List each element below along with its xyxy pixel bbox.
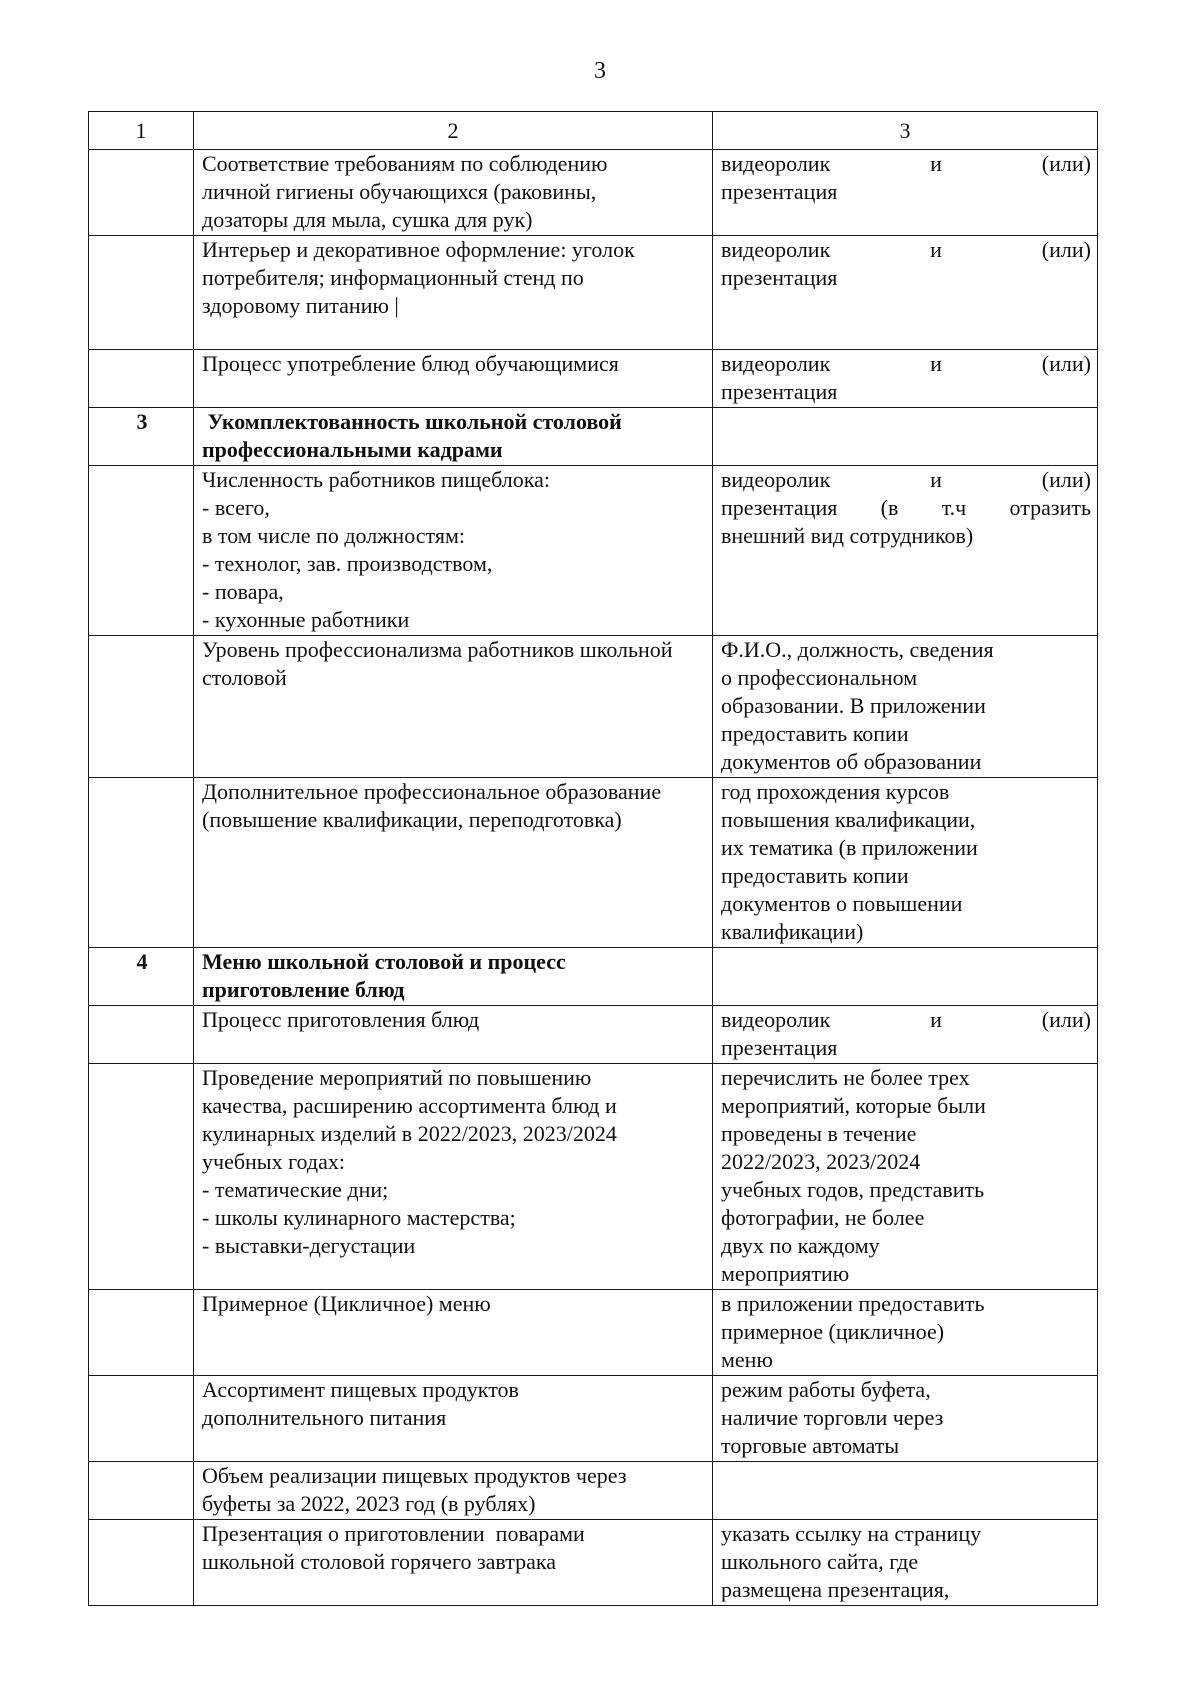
criterion-line: Процесс приготовления блюд — [202, 1007, 480, 1032]
criterion-line: Процесс употребление блюд обучающимися — [202, 351, 619, 376]
table-row — [89, 1290, 1098, 1376]
row-number — [89, 350, 194, 408]
evidence-cell — [713, 636, 1098, 778]
evidence-line: фотографии, не более — [721, 1205, 925, 1230]
table-row — [89, 350, 1098, 408]
criterion-line: кулинарных изделий в 2022/2023, 2023/2024 — [202, 1121, 617, 1146]
section-title-cell — [194, 948, 713, 1006]
criterion-cell — [194, 1064, 713, 1290]
criterion-line: - кухонные работники — [202, 607, 410, 632]
evidence-cell — [713, 1520, 1098, 1606]
evidence-line: видеоролик и (или) — [721, 467, 1091, 492]
table-row — [89, 150, 1098, 236]
table-row — [89, 1376, 1098, 1462]
criterion-line: качества, расширению ассортимента блюд и — [202, 1093, 617, 1118]
evidence-line: квалификации) — [721, 919, 864, 944]
evidence-cell — [713, 150, 1098, 236]
criterion-line: Объем реализации пищевых продуктов через — [202, 1463, 627, 1488]
evidence-line: торговые автоматы — [721, 1433, 900, 1458]
criterion-line: личной гигиены обучающихся (раковины, — [202, 179, 597, 204]
evidence-line: в приложении предоставить — [721, 1291, 985, 1316]
evidence-line: документов о повышении — [721, 891, 963, 916]
criterion-line: (повышение квалификации, переподготовка) — [202, 807, 622, 832]
evidence-cell — [713, 778, 1098, 948]
criterion-cell — [194, 1290, 713, 1376]
evidence-cell — [713, 948, 1098, 1006]
header-col-2: 2 — [194, 112, 713, 150]
criterion-line: - технолог, зав. производством, — [202, 551, 493, 576]
criterion-cell — [194, 150, 713, 236]
evidence-line: перечислить не более трех — [721, 1065, 970, 1090]
evidence-line: примерное (цикличное) — [721, 1319, 945, 1344]
evidence-line: видеоролик и (или) — [721, 1007, 1091, 1032]
table-row — [89, 1462, 1098, 1520]
evidence-line: проведены в течение — [721, 1121, 917, 1146]
evidence-line: школьного сайта, где — [721, 1549, 919, 1574]
criterion-cell — [194, 778, 713, 948]
evidence-line: год прохождения курсов — [721, 779, 950, 804]
evidence-cell — [713, 1462, 1098, 1520]
criterion-line: дозаторы для мыла, сушка для рук) — [202, 207, 533, 232]
evidence-line: 2022/2023, 2023/2024 — [721, 1149, 921, 1174]
evidence-cell — [713, 236, 1098, 350]
table-row — [89, 466, 1098, 636]
evidence-line: о профессиональном — [721, 665, 918, 690]
evidence-line: видеоролик и (или) — [721, 351, 1091, 376]
criterion-line: Уровень профессионализма работников школьной — [202, 637, 673, 662]
evidence-line: режим работы буфета, — [721, 1377, 931, 1402]
evidence-line: видеоролик и (или) — [721, 237, 1091, 262]
criterion-line: Примерное (Цикличное) меню — [202, 1291, 491, 1316]
criterion-cell — [194, 1520, 713, 1606]
row-number — [89, 1462, 194, 1520]
row-number — [89, 636, 194, 778]
criterion-line: Численность работников пищеблока: — [202, 467, 550, 492]
row-number — [89, 236, 194, 350]
evidence-line: презентация — [721, 1035, 838, 1060]
criterion-cell — [194, 1376, 713, 1462]
evidence-line: документов об образовании — [721, 749, 982, 774]
evidence-line: наличие торговли через — [721, 1405, 944, 1430]
criterion-line: Проведение мероприятий по повышению — [202, 1065, 592, 1090]
criterion-line: буфеты за 2022, 2023 год (в рублях) — [202, 1491, 536, 1516]
criterion-line: - тематические дни; — [202, 1177, 389, 1202]
criterion-cell — [194, 1462, 713, 1520]
evidence-line: внешний вид сотрудников) — [721, 523, 974, 548]
evidence-line: презентация (в т.ч отразить — [721, 495, 1091, 520]
requirements-table — [88, 111, 1098, 1606]
criterion-line: Интерьер и декоративное оформление: уголок — [202, 237, 635, 262]
header-col-3: 3 — [713, 112, 1098, 150]
evidence-line: меню — [721, 1347, 773, 1372]
section-row — [89, 948, 1098, 1006]
row-number — [89, 1290, 194, 1376]
evidence-line: учебных годов, представить — [721, 1177, 985, 1202]
evidence-cell — [713, 1376, 1098, 1462]
table-row — [89, 236, 1098, 350]
criterion-cell — [194, 236, 713, 350]
evidence-line: презентация — [721, 379, 838, 404]
table-header-row — [89, 112, 1098, 150]
evidence-cell — [713, 466, 1098, 636]
evidence-line: двух по каждому — [721, 1233, 880, 1258]
row-number — [89, 466, 194, 636]
evidence-line: мероприятию — [721, 1261, 850, 1286]
evidence-cell — [713, 1006, 1098, 1064]
table-row — [89, 1006, 1098, 1064]
criterion-line: Дополнительное профессиональное образование — [202, 779, 662, 804]
criterion-line: потребителя; информационный стенд по — [202, 265, 584, 290]
header-col-1: 1 — [89, 112, 194, 150]
criterion-line: в том числе по должностям: — [202, 523, 465, 548]
section-title-line: Укомплектованность школьной столовой — [202, 409, 622, 434]
criterion-line: - всего, — [202, 495, 270, 520]
evidence-line: образовании. В приложении — [721, 693, 986, 718]
criterion-line: Презентация о приготовлении поварами — [202, 1521, 585, 1546]
row-number — [89, 1376, 194, 1462]
evidence-line: предоставить копии — [721, 721, 909, 746]
table-row — [89, 1520, 1098, 1606]
evidence-line: повышения квалификации, — [721, 807, 976, 832]
criterion-line: столовой — [202, 665, 287, 690]
evidence-line: мероприятий, которые были — [721, 1093, 986, 1118]
evidence-cell — [713, 1290, 1098, 1376]
criterion-cell — [194, 1006, 713, 1064]
table-row — [89, 1064, 1098, 1290]
criterion-cell — [194, 350, 713, 408]
table-row — [89, 778, 1098, 948]
criterion-line: - повара, — [202, 579, 284, 604]
evidence-cell — [713, 1064, 1098, 1290]
section-number: 4 — [89, 948, 194, 1006]
evidence-cell — [713, 408, 1098, 466]
criterion-line: - выставки-дегустации — [202, 1233, 416, 1258]
evidence-line: предоставить копии — [721, 863, 909, 888]
evidence-line: размещена презентация, — [721, 1577, 950, 1602]
row-number — [89, 1006, 194, 1064]
evidence-line: Ф.И.О., должность, сведения — [721, 637, 994, 662]
criterion-line: учебных годах: — [202, 1149, 345, 1174]
evidence-line: видеоролик и (или) — [721, 151, 1091, 176]
page-number: 3 — [594, 58, 606, 84]
evidence-cell — [713, 350, 1098, 408]
section-number: 3 — [89, 408, 194, 466]
section-row — [89, 408, 1098, 466]
evidence-line: указать ссылку на страницу — [721, 1521, 982, 1546]
criterion-cell — [194, 466, 713, 636]
criterion-cell — [194, 636, 713, 778]
criterion-line: школьной столовой горячего завтрака — [202, 1549, 557, 1574]
row-number — [89, 778, 194, 948]
criterion-line: Соответствие требованиям по соблюдению — [202, 151, 608, 176]
table-row — [89, 636, 1098, 778]
evidence-line: презентация — [721, 265, 838, 290]
evidence-line: презентация — [721, 179, 838, 204]
section-title-line: Меню школьной столовой и процесс — [202, 949, 566, 974]
criterion-line: Ассортимент пищевых продуктов — [202, 1377, 519, 1402]
section-title-line: профессиональными кадрами — [202, 437, 503, 462]
section-title-line: приготовление блюд — [202, 977, 405, 1002]
section-title-cell — [194, 408, 713, 466]
criterion-line: здоровому питанию | — [202, 293, 399, 318]
evidence-line: их тематика (в приложении — [721, 835, 978, 860]
row-number — [89, 150, 194, 236]
criterion-line: дополнительного питания — [202, 1405, 447, 1430]
row-number — [89, 1520, 194, 1606]
row-number — [89, 1064, 194, 1290]
criterion-line: - школы кулинарного мастерства; — [202, 1205, 516, 1230]
